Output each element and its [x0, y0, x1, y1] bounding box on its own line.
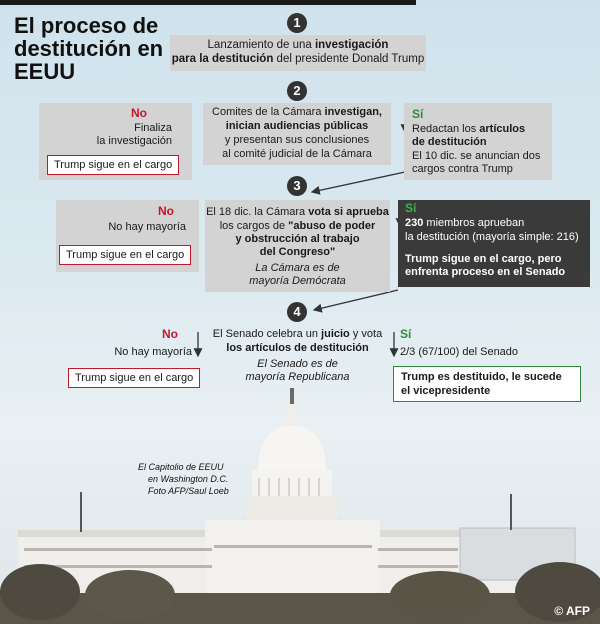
step4-si-line1: 2/3 (67/100) del Senado	[400, 346, 519, 358]
step3-center-line1	[205, 206, 390, 219]
step3-center-box	[205, 200, 390, 292]
step4-center-line1	[205, 328, 390, 341]
step2-si-box	[404, 103, 552, 180]
step1-box	[170, 35, 426, 71]
step2-si-line1-text: Redactan los	[412, 123, 480, 135]
step3-center-line2-text: los cargos de	[219, 220, 289, 232]
step2-center-line2: inician audiencias públicas	[225, 120, 369, 132]
step1-line2-bold: para la destitución	[171, 53, 274, 65]
step3-center-line2	[205, 220, 390, 233]
step2-no-line1: Finaliza	[134, 122, 172, 134]
step4-no-result: Trump sigue en el cargo	[68, 368, 200, 388]
photo-caption-line2: en Washington D.C.	[148, 474, 229, 484]
step3-center-line4: del Congreso"	[259, 246, 336, 258]
step2-center-line1	[203, 106, 391, 119]
step3-si-box	[398, 200, 590, 287]
step3-si-label: Sí	[405, 201, 417, 215]
step3-si-line4: enfrenta proceso en el Senado	[405, 266, 566, 278]
step2-si-line4: cargos contra Trump	[412, 163, 513, 175]
step1-line1-bold: investigación	[314, 39, 389, 51]
step4-si-result-line1: Trump es destituido, le sucede	[401, 371, 562, 383]
step2-no-line2: la investigación	[96, 135, 172, 147]
step3-center-line6: mayoría Demócrata	[249, 275, 346, 287]
step2-center-line1-bold: investigan,	[324, 106, 382, 118]
step3-center-line1-bold: vota si aprueba	[308, 206, 389, 218]
step2-center-line1-text: Comites de la Cámara	[212, 106, 325, 118]
photo-caption-line1: El Capitolio de EEUU	[138, 462, 224, 472]
step2-si-label: Sí	[412, 107, 424, 121]
step4-no-line1: No hay mayoría	[114, 346, 192, 358]
step1-line2-text: del presidente Donald Trump	[273, 53, 425, 65]
step4-center-line3: El Senado es de	[257, 358, 338, 370]
step4-si-label: Sí	[400, 327, 412, 341]
step-number-1: 1	[287, 13, 307, 33]
page-title: El proceso de destitución en EEUU	[14, 13, 164, 84]
step2-no-result: Trump sigue en el cargo	[47, 155, 179, 175]
arrow-to-3	[312, 172, 405, 192]
step3-si-line2: la destitución (mayoría simple: 216)	[405, 231, 579, 243]
step2-si-line2: de destitución	[412, 136, 487, 148]
step1-line1-text: Lanzamiento de una	[207, 39, 315, 51]
step3-no-label: No	[158, 204, 174, 218]
arrow-to-4	[314, 290, 398, 310]
step4-center-line4: mayoría Republicana	[245, 371, 350, 383]
step4-center-line2: los artículos de destitución	[226, 342, 369, 354]
step4-si-result	[393, 366, 581, 402]
step3-center-line2-bold: "abuso de poder	[288, 220, 376, 232]
step3-no-box	[56, 200, 199, 272]
photo-caption-line3: Foto AFP/Saul Loeb	[148, 486, 229, 496]
step3-no-line1: No hay mayoría	[108, 221, 186, 233]
step-number-4: 4	[287, 302, 307, 322]
step2-si-line1	[412, 123, 552, 136]
step4-si-result-line2: el vicepresidente	[401, 385, 491, 397]
step2-si-line3: El 10 dic. se anuncian dos	[412, 150, 541, 162]
step1-line2	[170, 53, 426, 66]
step3-si-line1-text: miembros aprueban	[423, 217, 525, 229]
step3-si-line1-bold: 230	[405, 217, 424, 229]
step2-si-line1-bold: artículos	[479, 123, 526, 135]
step2-center-box	[203, 103, 391, 165]
step1-line1	[170, 39, 426, 52]
step2-center-line4: al comité judicial de la Cámara	[222, 148, 372, 160]
step4-center-line1-bold: juicio	[321, 328, 350, 340]
step3-no-result: Trump sigue en el cargo	[59, 245, 191, 265]
step2-no-label: No	[131, 106, 147, 120]
step4-center-line1-text: El Senado celebra un	[212, 328, 322, 340]
step4-no-label: No	[162, 327, 178, 341]
step2-center-line3: y presentan sus conclusiones	[224, 134, 370, 146]
step3-center-line1-text: El 18 dic. la Cámara	[206, 206, 309, 218]
step-number-2: 2	[287, 81, 307, 101]
step3-si-line1	[405, 217, 590, 230]
step3-center-line5: La Cámara es de	[255, 262, 340, 274]
step3-center-line3: y obstrucción al trabajo	[235, 233, 360, 245]
step2-no-box	[39, 103, 192, 180]
step4-center-line1-tail: y vota	[349, 328, 383, 340]
step3-si-line3: Trump sigue en el cargo, pero	[405, 253, 562, 265]
afp-credit: © AFP	[554, 604, 590, 618]
step-number-3: 3	[287, 176, 307, 196]
